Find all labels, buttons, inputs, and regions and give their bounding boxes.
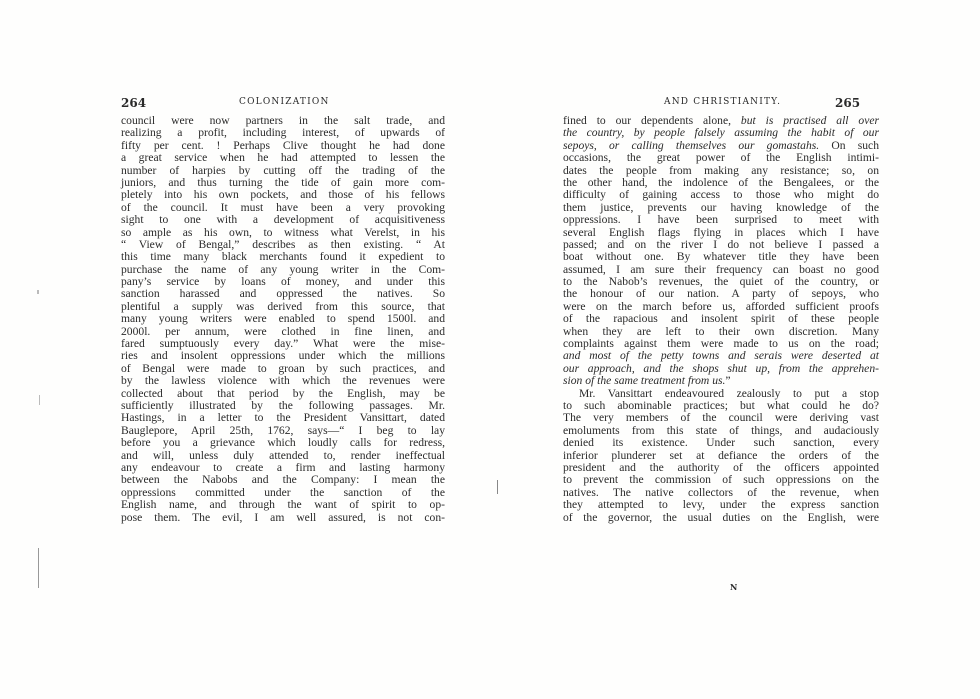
text-line: so ample as his own, to witness what Verelst, in his xyxy=(121,225,445,239)
text-line: purchase the name of any young writer in the Com- xyxy=(121,262,445,276)
text-line: collected about that period by the English, may be xyxy=(121,386,445,400)
text-segment: The very members of the council were deriving vast xyxy=(563,411,879,425)
text-line: Bauglepore, April 25th, 1762, says—“ I beg to lay xyxy=(121,423,445,437)
text-segment: difficulty of gaining access to those who might do xyxy=(563,188,879,202)
page-number: 264 xyxy=(121,96,147,110)
text-line: council were now partners in the salt trade, and xyxy=(121,114,445,127)
italic-text: our approach, and the shops shut up, from the apprehen- xyxy=(563,361,879,375)
text-segment: to prevent the commission of such oppressions on the xyxy=(563,473,879,487)
text-line: pany’s service by loans of money, and under this xyxy=(121,275,445,289)
text-segment: to such abominable practices; but what could he do? xyxy=(563,398,879,412)
text-line: a great service when he had attempted to lessen the xyxy=(121,151,445,165)
text-line: sanction harassed and oppressed the natives. So xyxy=(121,287,445,301)
right-page xyxy=(490,0,980,699)
text-line: before you a grievance which loudly calls for redress, xyxy=(121,436,445,450)
text-line: this time many black merchants found it expedient to xyxy=(121,250,445,264)
text-line: English name, and through the want of spirit to op- xyxy=(121,498,445,512)
text-segment: they attempted to levy, under the express sanction xyxy=(563,498,879,512)
running-head: AND CHRISTIANITY. xyxy=(664,97,782,107)
scan-speck xyxy=(497,480,498,494)
text-line: by the lawless violence with which the revenues were xyxy=(121,374,445,388)
text-line: between the Nabobs and the Company: I mean the xyxy=(121,473,445,487)
text-segment: president and the authority of the officers appointed xyxy=(563,460,879,474)
text-segment: dates the people from making any resistance; so, on xyxy=(563,163,879,177)
text-line: of Bengal were made to groan by such practices, and xyxy=(121,361,445,375)
text-segment: emoluments from this state of things, and audaciously xyxy=(563,423,879,437)
left-page-text xyxy=(121,115,445,524)
running-head: COLONIZATION xyxy=(239,97,330,107)
italic-text: sion of the same treatment from us. xyxy=(563,374,726,388)
text-line: ries and insolent oppressions under which the millions xyxy=(121,349,445,363)
text-segment: occasions, the great power of the English intimi- xyxy=(563,151,879,165)
left-page-header xyxy=(0,96,490,110)
text-segment: when they are left to their own discretion. Many xyxy=(563,324,879,338)
text-segment: complaints against them were made to us on the road; xyxy=(563,337,879,351)
text-line: number of harpies by cutting off the trading of the xyxy=(121,163,445,177)
italic-text: but is practised all over xyxy=(740,114,879,127)
text-segment: the honour of our nation. A party of sepoys, who xyxy=(563,287,879,301)
text-line: sufficiently illustrated by the following passages. Mr. xyxy=(121,398,445,412)
text-segment: of the rapacious and insolent spirit of these people xyxy=(563,312,879,326)
text-line: sight to one with a development of acquisitiveness xyxy=(121,213,445,227)
text-segment: inferior plunderer set at defiance the orders of the xyxy=(563,448,879,462)
text-segment: were on the march before us, afforded sufficient proofs xyxy=(563,299,879,313)
scan-speck xyxy=(39,395,40,405)
text-line: 2000l. per annum, were clothed in fine linen, and xyxy=(121,324,445,338)
text-line: of the council. It must have been a very provoking xyxy=(121,200,445,214)
italic-text: sepoys, or calling themselves our gomastahs. xyxy=(563,138,820,152)
text-line: and will, unless duly attended to, render ineffectual xyxy=(121,448,445,462)
text-line: fifty per cent. ! Perhaps Clive thought he had done xyxy=(121,138,445,152)
text-line: juniors, and thus turning the tide of gain more com- xyxy=(121,175,445,189)
text-line xyxy=(563,512,879,524)
signature-mark: N xyxy=(730,582,738,592)
text-line: pose them. The evil, I am well assured, is not con- xyxy=(121,510,445,524)
text-line: Hastings, in a letter to the President Vansittart, dated xyxy=(121,411,445,425)
text-line: oppressions committed under the sanction of the xyxy=(121,485,445,499)
text-segment: oppressions. I have been surprised to meet with xyxy=(563,213,879,227)
scan-speck xyxy=(37,290,39,294)
text-segment: denied its existence. Under such sanction, every xyxy=(563,436,879,450)
page-number: 265 xyxy=(835,96,861,110)
text-segment: ” xyxy=(725,374,731,388)
text-line: “ View of Bengal,” describes as then existing. “ At xyxy=(121,237,445,251)
italic-text: the country, by people falsely assuming the habit of our xyxy=(563,126,879,140)
text-line: plentiful a supply was derived from this source, that xyxy=(121,299,445,313)
italic-text: and most of the petty towns and serais were deserted at xyxy=(563,349,879,363)
text-segment: several English flags flying in places which I have xyxy=(563,225,879,239)
text-segment: Mr. Vansittart endeavoured zealously to put a stop xyxy=(579,386,879,400)
text-segment: On such xyxy=(819,138,880,152)
text-segment: of the governor, the usual duties on the English, were xyxy=(563,510,879,524)
text-segment: the other hand, the indolence of the Bengalees, or the xyxy=(563,175,879,189)
right-page-header xyxy=(490,96,980,110)
text-segment: boat without one. By whatever title they have been xyxy=(563,250,879,264)
text-segment: natives. The native collectors of the revenue, when xyxy=(563,485,879,499)
text-line: many young writers were enabled to spend 1500l. and xyxy=(121,312,445,326)
right-page-text xyxy=(563,115,879,524)
text-segment: fined to our dependents alone, xyxy=(563,114,741,127)
scan-speck xyxy=(38,548,39,588)
text-segment: them justice, prevents our having knowledge of the xyxy=(563,200,879,214)
text-line: any endeavour to create a firm and lasting harmony xyxy=(121,460,445,474)
text-segment: passed; and on the river I do not believe I passed a xyxy=(563,237,879,251)
text-line: pletely into his own pockets, and those of his fellows xyxy=(121,188,445,202)
text-segment: to the Nabob’s revenues, the quiet of the country, or xyxy=(563,275,879,289)
text-line: realizing a profit, including interest, of upwards of xyxy=(121,126,445,140)
text-segment: assumed, I am sure their frequency can boast no good xyxy=(563,262,879,276)
text-line: fared sumptuously every day.” What were the mise- xyxy=(121,337,445,351)
